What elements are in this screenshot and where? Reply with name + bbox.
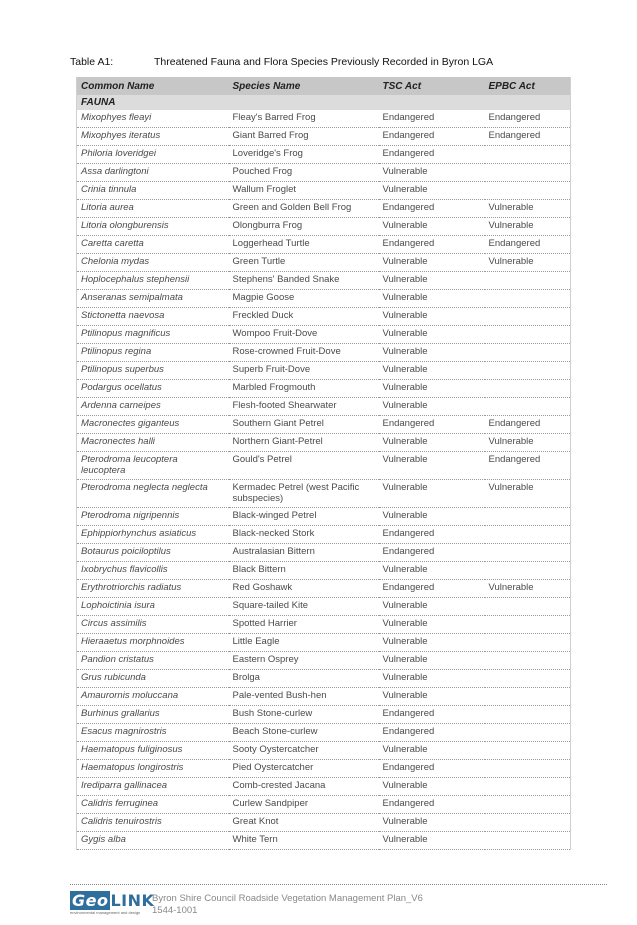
- common-name-cell: Ixobrychus flavicollis: [77, 562, 229, 580]
- epbc-status-cell: [485, 796, 571, 814]
- tsc-status-cell: Vulnerable: [379, 742, 485, 760]
- footer-document-number: 1544-1001: [152, 905, 198, 916]
- species-name-cell: Black-necked Stork: [229, 526, 379, 544]
- table-row: [77, 706, 571, 724]
- table-row: [77, 580, 571, 598]
- common-name-cell: Ptilinopus superbus: [77, 362, 229, 380]
- epbc-status-cell: [485, 688, 571, 706]
- epbc-status-cell: Endangered: [485, 128, 571, 146]
- epbc-status-cell: [485, 670, 571, 688]
- tsc-status-cell: Vulnerable: [379, 326, 485, 344]
- table-row: [77, 254, 571, 272]
- header-epbc-act: EPBC Act: [485, 77, 571, 95]
- tsc-status-cell: Vulnerable: [379, 562, 485, 580]
- species-name-cell: Eastern Osprey: [229, 652, 379, 670]
- species-name-cell: White Tern: [229, 832, 379, 850]
- table-row: [77, 832, 571, 850]
- footer-document-title: Byron Shire Council Roadside Vegetation Management Plan_V6: [152, 893, 423, 904]
- species-name-cell: Beach Stone-curlew: [229, 724, 379, 742]
- epbc-status-cell: [485, 652, 571, 670]
- table-row: [77, 544, 571, 562]
- common-name-cell: Mixophyes iteratus: [77, 128, 229, 146]
- tsc-status-cell: Vulnerable: [379, 832, 485, 850]
- epbc-status-cell: [485, 616, 571, 634]
- table-row: [77, 634, 571, 652]
- table-title: Threatened Fauna and Flora Species Previously Recorded in Byron LGA: [154, 56, 494, 68]
- common-name-cell: Burhinus grallarius: [77, 706, 229, 724]
- geolink-logo: [70, 891, 155, 917]
- species-name-cell: Magpie Goose: [229, 290, 379, 308]
- common-name-cell: Macronectes halli: [77, 434, 229, 452]
- species-name-cell: Marbled Frogmouth: [229, 380, 379, 398]
- common-name-cell: Stictonetta naevosa: [77, 308, 229, 326]
- tsc-status-cell: Vulnerable: [379, 652, 485, 670]
- species-name-cell: Black-winged Petrel: [229, 508, 379, 526]
- species-name-cell: Black Bittern: [229, 562, 379, 580]
- table-row: [77, 200, 571, 218]
- tsc-status-cell: Endangered: [379, 128, 485, 146]
- logo-wordmark: LINK: [110, 891, 155, 910]
- tsc-status-cell: Endangered: [379, 200, 485, 218]
- common-name-cell: Pterodroma leucoptera leucoptera: [77, 452, 229, 480]
- table-row: [77, 760, 571, 778]
- table-row: [77, 814, 571, 832]
- tsc-status-cell: Vulnerable: [379, 598, 485, 616]
- epbc-status-cell: Endangered: [485, 110, 571, 128]
- epbc-status-cell: [485, 146, 571, 164]
- species-name-cell: Rose-crowned Fruit-Dove: [229, 344, 379, 362]
- common-name-cell: Litoria aurea: [77, 200, 229, 218]
- species-name-cell: Southern Giant Petrel: [229, 416, 379, 434]
- table-row: [77, 616, 571, 634]
- table-row: [77, 670, 571, 688]
- header-tsc-act: TSC Act: [379, 77, 485, 95]
- common-name-cell: Amaurornis moluccana: [77, 688, 229, 706]
- logo-mark: Geo: [72, 891, 109, 910]
- tsc-status-cell: Endangered: [379, 110, 485, 128]
- tsc-status-cell: Vulnerable: [379, 272, 485, 290]
- common-name-cell: Macronectes giganteus: [77, 416, 229, 434]
- tsc-status-cell: Endangered: [379, 236, 485, 254]
- tsc-status-cell: Vulnerable: [379, 634, 485, 652]
- tsc-status-cell: Vulnerable: [379, 308, 485, 326]
- species-name-cell: Flesh-footed Shearwater: [229, 398, 379, 416]
- epbc-status-cell: [485, 778, 571, 796]
- tsc-status-cell: Vulnerable: [379, 362, 485, 380]
- species-name-cell: Square-tailed Kite: [229, 598, 379, 616]
- table-row: [77, 652, 571, 670]
- footer-text: [152, 893, 423, 917]
- common-name-cell: Calidris ferruginea: [77, 796, 229, 814]
- epbc-status-cell: Endangered: [485, 236, 571, 254]
- table-row: [77, 110, 571, 128]
- table-caption: [70, 56, 493, 68]
- tsc-status-cell: Vulnerable: [379, 688, 485, 706]
- tsc-status-cell: Endangered: [379, 724, 485, 742]
- epbc-status-cell: [485, 760, 571, 778]
- tsc-status-cell: Endangered: [379, 760, 485, 778]
- species-name-cell: Brolga: [229, 670, 379, 688]
- species-name-cell: Curlew Sandpiper: [229, 796, 379, 814]
- common-name-cell: Erythrotriorchis radiatus: [77, 580, 229, 598]
- table-row: [77, 236, 571, 254]
- common-name-cell: Ptilinopus magnificus: [77, 326, 229, 344]
- epbc-status-cell: [485, 398, 571, 416]
- common-name-cell: Chelonia mydas: [77, 254, 229, 272]
- common-name-cell: Hoplocephalus stephensii: [77, 272, 229, 290]
- species-name-cell: Sooty Oystercatcher: [229, 742, 379, 760]
- table-row: [77, 562, 571, 580]
- common-name-cell: Pterodroma neglecta neglecta: [77, 480, 229, 508]
- group-label: FAUNA: [77, 95, 571, 110]
- tsc-status-cell: Vulnerable: [379, 434, 485, 452]
- tsc-status-cell: Vulnerable: [379, 616, 485, 634]
- common-name-cell: Philoria loveridgei: [77, 146, 229, 164]
- tsc-status-cell: Endangered: [379, 526, 485, 544]
- species-name-cell: Olongburra Frog: [229, 218, 379, 236]
- table-row: [77, 272, 571, 290]
- common-name-cell: Caretta caretta: [77, 236, 229, 254]
- common-name-cell: Ardenna carneipes: [77, 398, 229, 416]
- species-name-cell: Pied Oystercatcher: [229, 760, 379, 778]
- tsc-status-cell: Vulnerable: [379, 182, 485, 200]
- epbc-status-cell: [485, 562, 571, 580]
- header-row: [77, 77, 571, 95]
- epbc-status-cell: [485, 742, 571, 760]
- species-name-cell: Green Turtle: [229, 254, 379, 272]
- tsc-status-cell: Vulnerable: [379, 254, 485, 272]
- common-name-cell: Grus rubicunda: [77, 670, 229, 688]
- table-row: [77, 362, 571, 380]
- tsc-status-cell: Vulnerable: [379, 380, 485, 398]
- epbc-status-cell: [485, 182, 571, 200]
- tsc-status-cell: Vulnerable: [379, 398, 485, 416]
- epbc-status-cell: [485, 526, 571, 544]
- common-name-cell: Pandion cristatus: [77, 652, 229, 670]
- species-name-cell: Loveridge's Frog: [229, 146, 379, 164]
- tsc-status-cell: Endangered: [379, 146, 485, 164]
- common-name-cell: Ephippiorhynchus asiaticus: [77, 526, 229, 544]
- common-name-cell: Hieraaetus morphnoides: [77, 634, 229, 652]
- epbc-status-cell: [485, 706, 571, 724]
- epbc-status-cell: [485, 164, 571, 182]
- common-name-cell: Lophoictinia isura: [77, 598, 229, 616]
- epbc-status-cell: [485, 634, 571, 652]
- table-row: [77, 380, 571, 398]
- common-name-cell: Gygis alba: [77, 832, 229, 850]
- species-name-cell: Bush Stone-curlew: [229, 706, 379, 724]
- species-name-cell: Australasian Bittern: [229, 544, 379, 562]
- species-name-cell: Green and Golden Bell Frog: [229, 200, 379, 218]
- epbc-status-cell: [485, 272, 571, 290]
- species-name-cell: Fleay's Barred Frog: [229, 110, 379, 128]
- table-row: [77, 480, 571, 508]
- table-row: [77, 796, 571, 814]
- common-name-cell: Pterodroma nigripennis: [77, 508, 229, 526]
- epbc-status-cell: [485, 308, 571, 326]
- species-name-cell: Loggerhead Turtle: [229, 236, 379, 254]
- tsc-status-cell: Endangered: [379, 706, 485, 724]
- table-row: [77, 398, 571, 416]
- common-name-cell: Irediparra gallinacea: [77, 778, 229, 796]
- table-row: [77, 452, 571, 480]
- table-row: [77, 434, 571, 452]
- epbc-status-cell: Endangered: [485, 452, 571, 480]
- common-name-cell: Litoria olongburensis: [77, 218, 229, 236]
- tsc-status-cell: Vulnerable: [379, 778, 485, 796]
- epbc-status-cell: Vulnerable: [485, 254, 571, 272]
- epbc-status-cell: [485, 814, 571, 832]
- epbc-status-cell: [485, 362, 571, 380]
- epbc-status-cell: [485, 508, 571, 526]
- epbc-status-cell: Endangered: [485, 416, 571, 434]
- epbc-status-cell: Vulnerable: [485, 218, 571, 236]
- footer-divider: [70, 884, 607, 885]
- epbc-status-cell: Vulnerable: [485, 434, 571, 452]
- table-number: Table A1:: [70, 56, 114, 68]
- epbc-status-cell: [485, 832, 571, 850]
- species-name-cell: Little Eagle: [229, 634, 379, 652]
- common-name-cell: Calidris tenuirostris: [77, 814, 229, 832]
- epbc-status-cell: [485, 544, 571, 562]
- table-row: [77, 598, 571, 616]
- tsc-status-cell: Vulnerable: [379, 452, 485, 480]
- tsc-status-cell: Vulnerable: [379, 218, 485, 236]
- table-row: [77, 526, 571, 544]
- common-name-cell: Mixophyes fleayi: [77, 110, 229, 128]
- species-name-cell: Wompoo Fruit-Dove: [229, 326, 379, 344]
- logo-tagline: environmental management and design: [70, 910, 141, 915]
- epbc-status-cell: [485, 326, 571, 344]
- species-name-cell: Red Goshawk: [229, 580, 379, 598]
- table-row: [77, 688, 571, 706]
- species-name-cell: Wallum Froglet: [229, 182, 379, 200]
- species-name-cell: Kermadec Petrel (west Pacific subspecies): [229, 480, 379, 508]
- table-row: [77, 308, 571, 326]
- table-row: [77, 128, 571, 146]
- table-row: [77, 164, 571, 182]
- tsc-status-cell: Endangered: [379, 580, 485, 598]
- table-row: [77, 290, 571, 308]
- header-common-name: Common Name: [77, 77, 229, 95]
- species-name-cell: Stephens' Banded Snake: [229, 272, 379, 290]
- epbc-status-cell: Vulnerable: [485, 580, 571, 598]
- common-name-cell: Podargus ocellatus: [77, 380, 229, 398]
- common-name-cell: Crinia tinnula: [77, 182, 229, 200]
- header-species-name: Species Name: [229, 77, 379, 95]
- species-name-cell: Gould's Petrel: [229, 452, 379, 480]
- epbc-status-cell: [485, 290, 571, 308]
- common-name-cell: Assa darlingtoni: [77, 164, 229, 182]
- tsc-status-cell: Vulnerable: [379, 670, 485, 688]
- common-name-cell: Haematopus longirostris: [77, 760, 229, 778]
- tsc-status-cell: Vulnerable: [379, 508, 485, 526]
- group-row-fauna: [77, 95, 571, 110]
- common-name-cell: Esacus magnirostris: [77, 724, 229, 742]
- epbc-status-cell: [485, 344, 571, 362]
- common-name-cell: Haematopus fuliginosus: [77, 742, 229, 760]
- species-table: [76, 77, 571, 850]
- species-name-cell: Comb-crested Jacana: [229, 778, 379, 796]
- tsc-status-cell: Endangered: [379, 416, 485, 434]
- species-name-cell: Spotted Harrier: [229, 616, 379, 634]
- table-row: [77, 182, 571, 200]
- epbc-status-cell: [485, 598, 571, 616]
- table-row: [77, 508, 571, 526]
- epbc-status-cell: [485, 380, 571, 398]
- table-row: [77, 724, 571, 742]
- species-name-cell: Pouched Frog: [229, 164, 379, 182]
- table-row: [77, 344, 571, 362]
- common-name-cell: Anseranas semipalmata: [77, 290, 229, 308]
- table-row: [77, 146, 571, 164]
- tsc-status-cell: Vulnerable: [379, 814, 485, 832]
- tsc-status-cell: Endangered: [379, 544, 485, 562]
- common-name-cell: Ptilinopus regina: [77, 344, 229, 362]
- common-name-cell: Botaurus poiciloptilus: [77, 544, 229, 562]
- epbc-status-cell: Vulnerable: [485, 200, 571, 218]
- species-name-cell: Northern Giant-Petrel: [229, 434, 379, 452]
- species-name-cell: Freckled Duck: [229, 308, 379, 326]
- epbc-status-cell: [485, 724, 571, 742]
- table-row: [77, 742, 571, 760]
- tsc-status-cell: Vulnerable: [379, 344, 485, 362]
- tsc-status-cell: Vulnerable: [379, 164, 485, 182]
- species-name-cell: Great Knot: [229, 814, 379, 832]
- common-name-cell: Circus assimilis: [77, 616, 229, 634]
- species-name-cell: Giant Barred Frog: [229, 128, 379, 146]
- tsc-status-cell: Vulnerable: [379, 480, 485, 508]
- tsc-status-cell: Vulnerable: [379, 290, 485, 308]
- epbc-status-cell: Vulnerable: [485, 480, 571, 508]
- table-row: [77, 416, 571, 434]
- tsc-status-cell: Endangered: [379, 796, 485, 814]
- table-row: [77, 218, 571, 236]
- species-name-cell: Pale-vented Bush-hen: [229, 688, 379, 706]
- table-row: [77, 778, 571, 796]
- table-row: [77, 326, 571, 344]
- species-name-cell: Superb Fruit-Dove: [229, 362, 379, 380]
